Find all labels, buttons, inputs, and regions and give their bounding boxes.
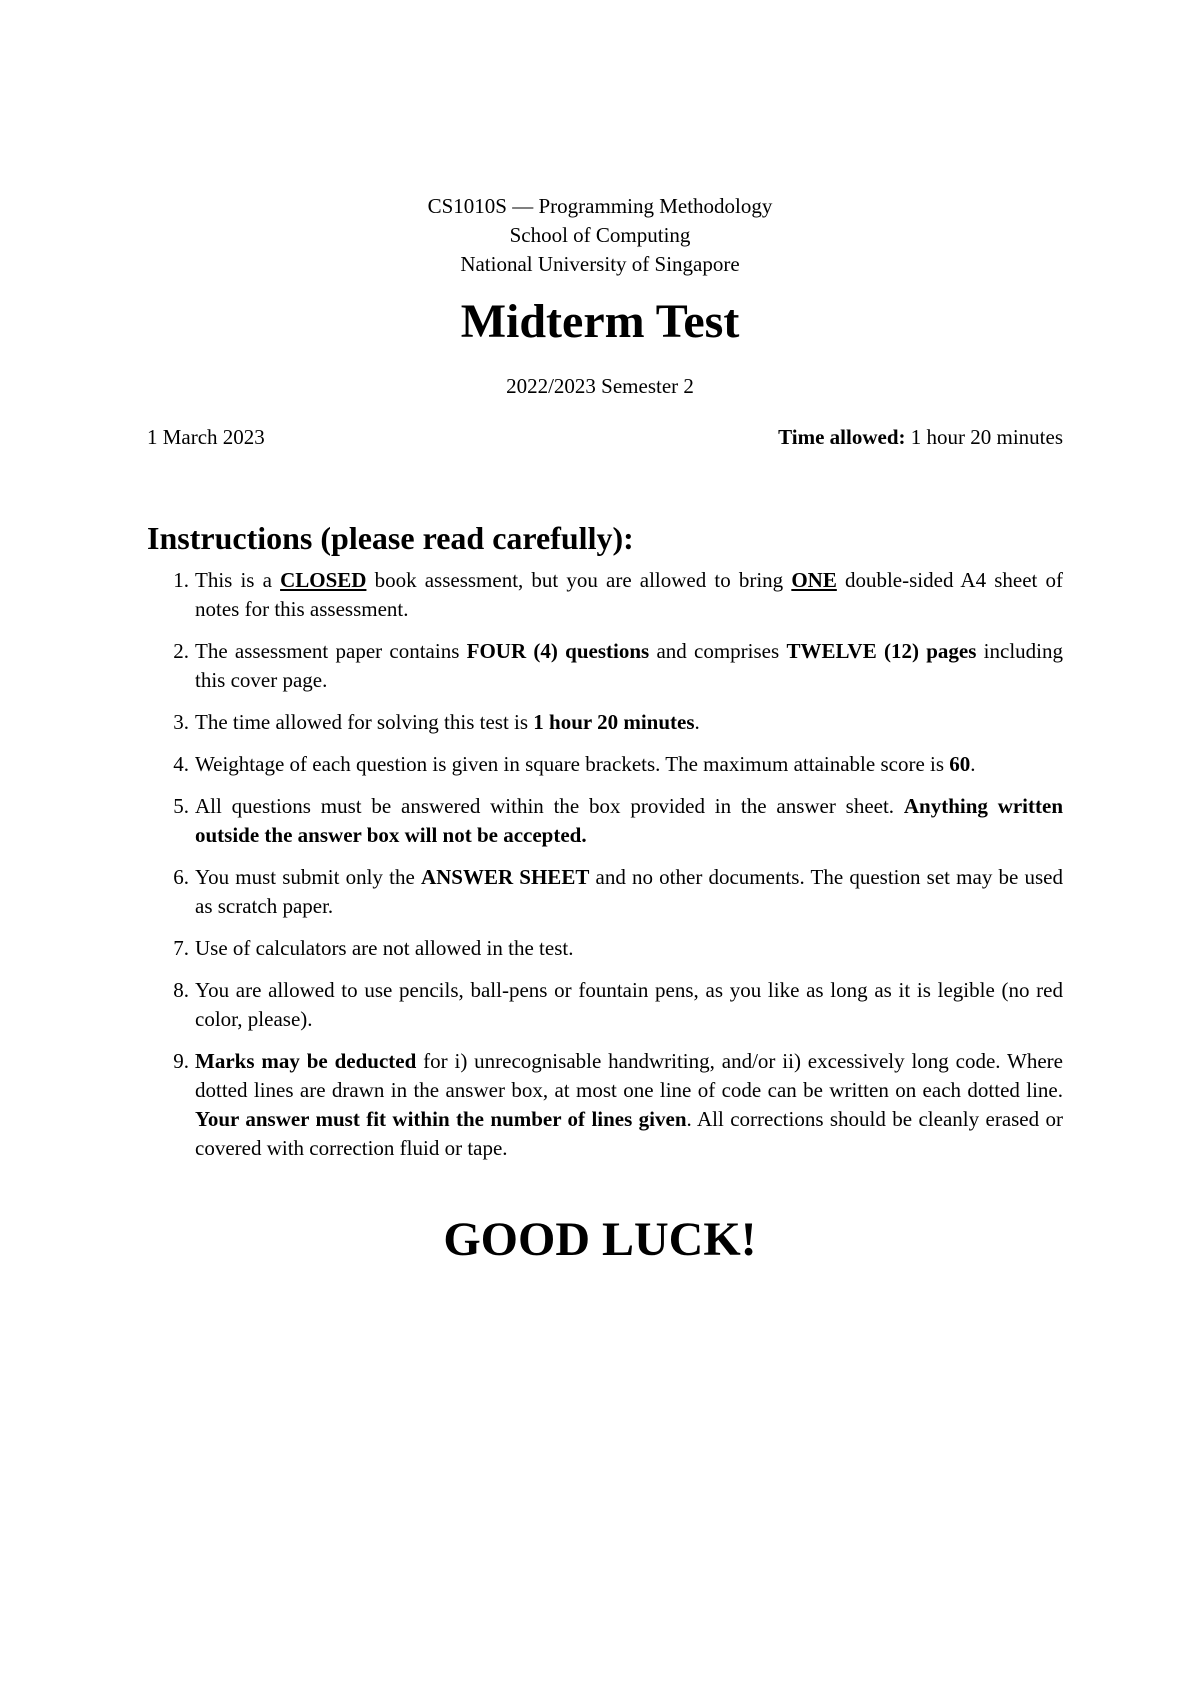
instruction-text bbox=[195, 978, 1063, 1031]
instruction-emphasis: 60 bbox=[949, 752, 971, 776]
exam-date: 1 March 2023 bbox=[147, 425, 265, 449]
instruction-item bbox=[147, 566, 1063, 624]
instruction-number: 4. bbox=[173, 752, 189, 776]
instruction-item bbox=[147, 976, 1063, 1034]
instructions-heading: Instructions (please read carefully): bbox=[147, 520, 634, 556]
instruction-segment: All questions must be answered within the box provided in the answer sheet. bbox=[195, 794, 904, 818]
instruction-emphasis: Anything written outside the answer box will not be accepted. bbox=[195, 794, 1063, 847]
instruction-text bbox=[195, 568, 1063, 621]
instruction-segment: The time allowed for solving this test is bbox=[195, 710, 534, 734]
instruction-number: 7. bbox=[173, 936, 189, 960]
instruction-segment: . bbox=[694, 710, 700, 734]
instruction-item bbox=[147, 863, 1063, 921]
instruction-text bbox=[195, 865, 1063, 918]
time-allowed-value: 1 hour 20 minutes bbox=[910, 425, 1063, 449]
instruction-item bbox=[147, 637, 1063, 695]
instruction-segment: This is a bbox=[195, 568, 281, 592]
instruction-text bbox=[195, 639, 1063, 692]
instruction-number: 8. bbox=[173, 978, 189, 1002]
time-allowed-label: Time allowed: bbox=[778, 425, 906, 449]
instruction-segment: double-sided A4 sheet of notes for this assessment. bbox=[195, 568, 1064, 621]
instruction-item bbox=[147, 792, 1063, 850]
instruction-emphasis: TWELVE (12) pages bbox=[786, 639, 977, 663]
instructions-list bbox=[147, 566, 1063, 1176]
instruction-text bbox=[195, 936, 573, 960]
instruction-emphasis: ONE bbox=[791, 568, 837, 592]
instruction-number: 2. bbox=[173, 639, 189, 663]
course-name: CS1010S — Programming Methodology bbox=[427, 194, 773, 218]
instruction-segment: . bbox=[970, 752, 976, 776]
school-name: School of Computing bbox=[509, 223, 691, 247]
instruction-item bbox=[147, 1047, 1063, 1163]
course-header bbox=[0, 192, 1200, 279]
exam-title: Midterm Test bbox=[460, 295, 740, 348]
instruction-item bbox=[147, 750, 1063, 779]
instruction-segment: Weightage of each question is given in square brackets. The maximum attainable score is bbox=[195, 752, 950, 776]
instruction-number: 6. bbox=[173, 865, 189, 889]
instruction-item bbox=[147, 708, 1063, 737]
instruction-text bbox=[195, 710, 700, 734]
instruction-segment: You must submit only the bbox=[195, 865, 421, 889]
instruction-segment: for i) unrecognisable handwriting, and/or ii) excessively long code. Where dotted lines are drawn in the answer box, at most one line of code can be written on each dotted line. bbox=[195, 1049, 1063, 1102]
instruction-number: 3. bbox=[173, 710, 189, 734]
university-name: National University of Singapore bbox=[460, 252, 740, 276]
instruction-segment: Use of calculators are not allowed in the test. bbox=[195, 936, 574, 960]
instruction-text bbox=[195, 1049, 1063, 1160]
instruction-segment: . All corrections should be cleanly erased or covered with correction fluid or tape. bbox=[195, 1107, 1064, 1160]
instruction-emphasis: FOUR (4) questions bbox=[466, 639, 650, 663]
instruction-text bbox=[195, 752, 976, 776]
instruction-number: 9. bbox=[173, 1049, 189, 1073]
instruction-segment: and comprises bbox=[649, 639, 787, 663]
instruction-item bbox=[147, 934, 1063, 963]
instruction-segment: and no other documents. The question set may be used as scratch paper. bbox=[195, 865, 1063, 918]
instruction-segment: You are allowed to use pencils, ball-pens or fountain pens, as you like as long as it is legible (no red color, please). bbox=[195, 978, 1063, 1031]
semester: 2022/2023 Semester 2 bbox=[506, 374, 694, 398]
closing-message: GOOD LUCK! bbox=[443, 1213, 757, 1266]
instruction-emphasis: ANSWER SHEET bbox=[420, 865, 590, 889]
instruction-segment: including this cover page. bbox=[195, 639, 1063, 692]
instruction-emphasis: CLOSED bbox=[280, 568, 367, 592]
instruction-emphasis: Your answer must fit within the number of lines given bbox=[195, 1107, 687, 1131]
instruction-number: 5. bbox=[173, 794, 189, 818]
instruction-text bbox=[195, 794, 1063, 847]
instruction-number: 1. bbox=[173, 568, 189, 592]
instruction-segment: book assessment, but you are allowed to bring bbox=[366, 568, 792, 592]
time-allowed bbox=[778, 423, 1063, 451]
instruction-segment: The assessment paper contains bbox=[195, 639, 467, 663]
instruction-emphasis: 1 hour 20 minutes bbox=[533, 710, 695, 734]
instruction-emphasis: Marks may be deducted bbox=[195, 1049, 417, 1073]
